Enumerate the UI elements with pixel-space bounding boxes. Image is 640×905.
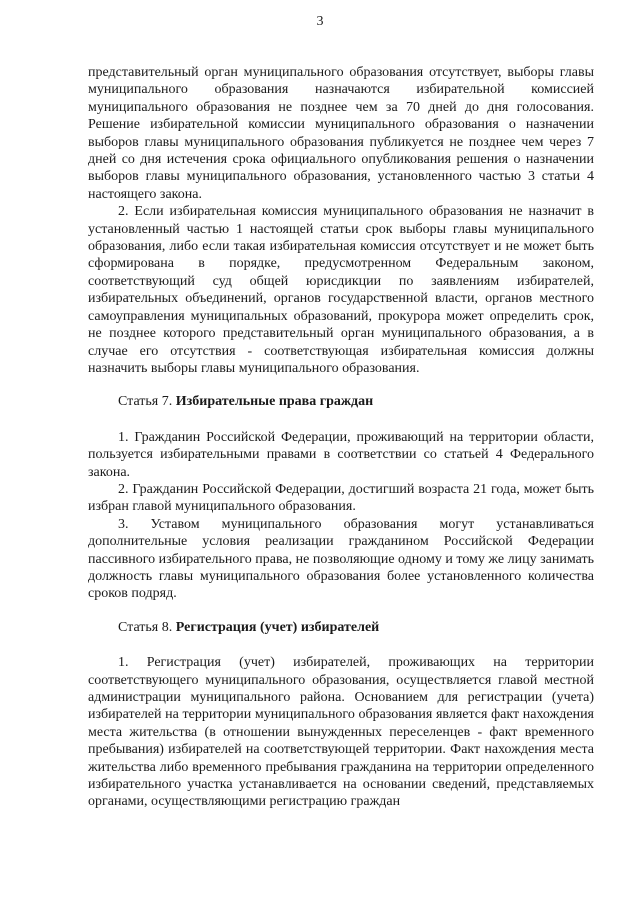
article-title: Регистрация (учет) избирателей: [175, 619, 380, 635]
paragraph: 2. Если избирательная комиссия муниципального образования не назначит в установленный частью 1 настоящей статьи срок выборы главы муниципального образования, либо если такая избирательная комиссия отсутствует и не может быть сформирована в порядке, предусмотренном Федеральным законом, соответствующий суд общей юрисдикции по заявлениям избирателей, избирательных объединений, органов государственной власти, органов местного самоуправления муниципальных образований, прокурора может определить срок, не позднее которого представительный орган муниципального образования, а в случае его отсутствия - соответствующая избирательная комиссия должны назначить выборы главы муниципального образования.: [88, 204, 594, 376]
article-heading: [88, 393, 594, 410]
page-number: 3: [316, 14, 324, 29]
article-title: Избирательные права граждан: [175, 394, 374, 410]
article-number: Статья 8.: [118, 619, 173, 635]
article-heading: [88, 619, 594, 636]
paragraph: 2. Гражданин Российской Федерации, достигший возраста 21 года, может быть избран главой муниципального образования.: [88, 481, 594, 515]
paragraph: 3. Уставом муниципального образования могут устанавливаться дополнительные условия реализации гражданином Российской Федерации пассивного избирательного права, не позволяющие одному и тому же лицу занимать должность главы муниципального образования более установленного количества сроков подряд.: [88, 516, 594, 602]
paragraph: 1. Гражданин Российской Федерации, проживающий на территории области, пользуется избирательными правами в соответствии со статьей 4 Федерального закона.: [88, 429, 594, 480]
paragraph: 1. Регистрация (учет) избирателей, проживающих на территории соответствующего муниципального образования, осуществляется главой местной администрации муниципального района. Основанием для регистрации (учета) избирателей на территории муниципального образования является факт нахождения места жительства (в отношении вынужденных переселенцев - факт временного пребывания) избирателей на соответствующей территории. Факт нахождения места жительства либо временного пребывания гражданина на территории определенного избирательного участка устанавливается на основании сведений, представляемых органами, осуществляющими регистрацию граждан: [88, 655, 594, 810]
document-body: [88, 64, 594, 811]
article-number: Статья 7.: [118, 394, 173, 410]
paragraph: представительный орган муниципального образования отсутствует, выборы главы муниципального образования назначаются избирательной комиссией муниципального образования не позднее чем за 70 дней до дня голосования. Решение избирательной комиссии муниципального образования о назначении выборов главы муниципального образования публикуется не позднее чем через 7 дней со дня истечения срока официального опубликования решения о назначении выборов главы муниципального образования, установленного частью 3 статьи 4 настоящего закона.: [88, 65, 594, 202]
